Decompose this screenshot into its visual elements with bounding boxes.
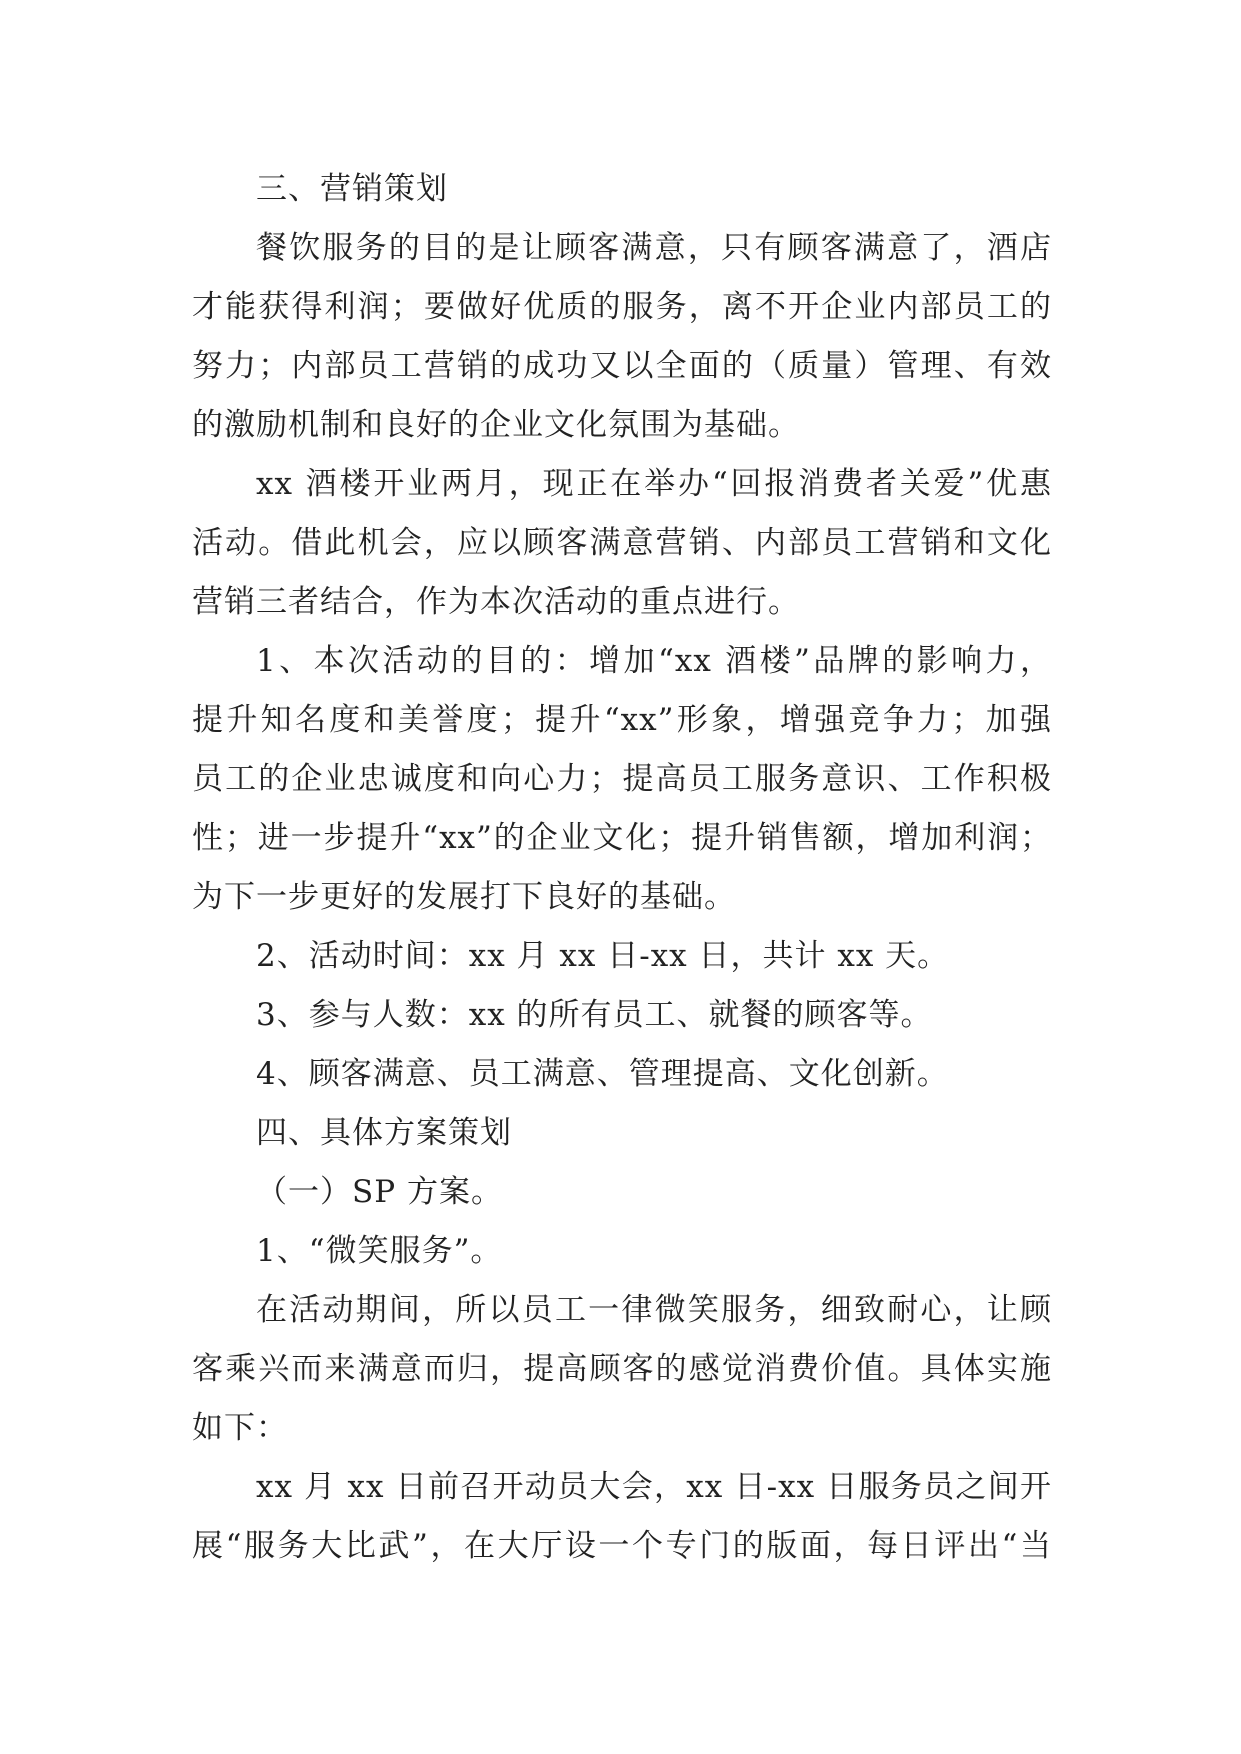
- paragraph-line: 营销三者结合，作为本次活动的重点进行。: [192, 584, 800, 620]
- paragraph-line: 的激励机制和良好的企业文化氛围为基础。: [192, 407, 800, 443]
- paragraph-line: 餐饮服务的目的是让顾客满意，只有顾客满意了，酒店: [256, 230, 1052, 266]
- paragraph-line: 为下一步更好的发展打下良好的基础。: [192, 879, 736, 915]
- list-item-activity-time: 2、活动时间：xx 月 xx 日-xx 日，共计 xx 天。: [256, 938, 950, 974]
- paragraph-line: 展“服务大比武”，在大厅设一个专门的版面，每日评出“当: [192, 1528, 1052, 1564]
- paragraph-line: 1、本次活动的目的：增加“xx 酒楼”品牌的影响力，: [256, 643, 1052, 679]
- paragraph-line: 才能获得利润；要做好优质的服务，离不开企业内部员工的: [192, 289, 1052, 325]
- subsection-heading-smile-service: 1、“微笑服务”。: [256, 1233, 503, 1269]
- paragraph-line: 性；进一步提升“xx”的企业文化；提升销售额，增加利润；: [192, 820, 1052, 856]
- list-item-participants: 3、参与人数：xx 的所有员工、就餐的顾客等。: [256, 997, 933, 1033]
- section-heading-marketing: 三、营销策划: [256, 171, 448, 207]
- paragraph-line: 如下：: [192, 1410, 288, 1446]
- paragraph-line: 努力；内部员工营销的成功又以全面的（质量）管理、有效: [192, 348, 1052, 384]
- paragraph-line: 员工的企业忠诚度和向心力；提高员工服务意识、工作积极: [192, 761, 1052, 797]
- list-item-goals: 4、顾客满意、员工满意、管理提高、文化创新。: [256, 1056, 949, 1092]
- subsection-heading-sp: （一）SP 方案。: [256, 1174, 503, 1210]
- document-body: [192, 160, 1052, 1576]
- paragraph-line: 客乘兴而来满意而归，提高顾客的感觉消费价值。具体实施: [192, 1351, 1052, 1387]
- paragraph-line: xx 酒楼开业两月，现正在举办“回报消费者关爱”优惠: [256, 466, 1052, 502]
- paragraph-line: 活动。借此机会，应以顾客满意营销、内部员工营销和文化: [192, 525, 1052, 561]
- paragraph-line: xx 月 xx 日前召开动员大会，xx 日-xx 日服务员之间开: [256, 1469, 1052, 1505]
- section-heading-plan: 四、具体方案策划: [256, 1115, 512, 1151]
- paragraph-line: 在活动期间，所以员工一律微笑服务，细致耐心，让顾: [256, 1292, 1052, 1328]
- paragraph-line: 提升知名度和美誉度；提升“xx”形象，增强竞争力；加强: [192, 702, 1052, 738]
